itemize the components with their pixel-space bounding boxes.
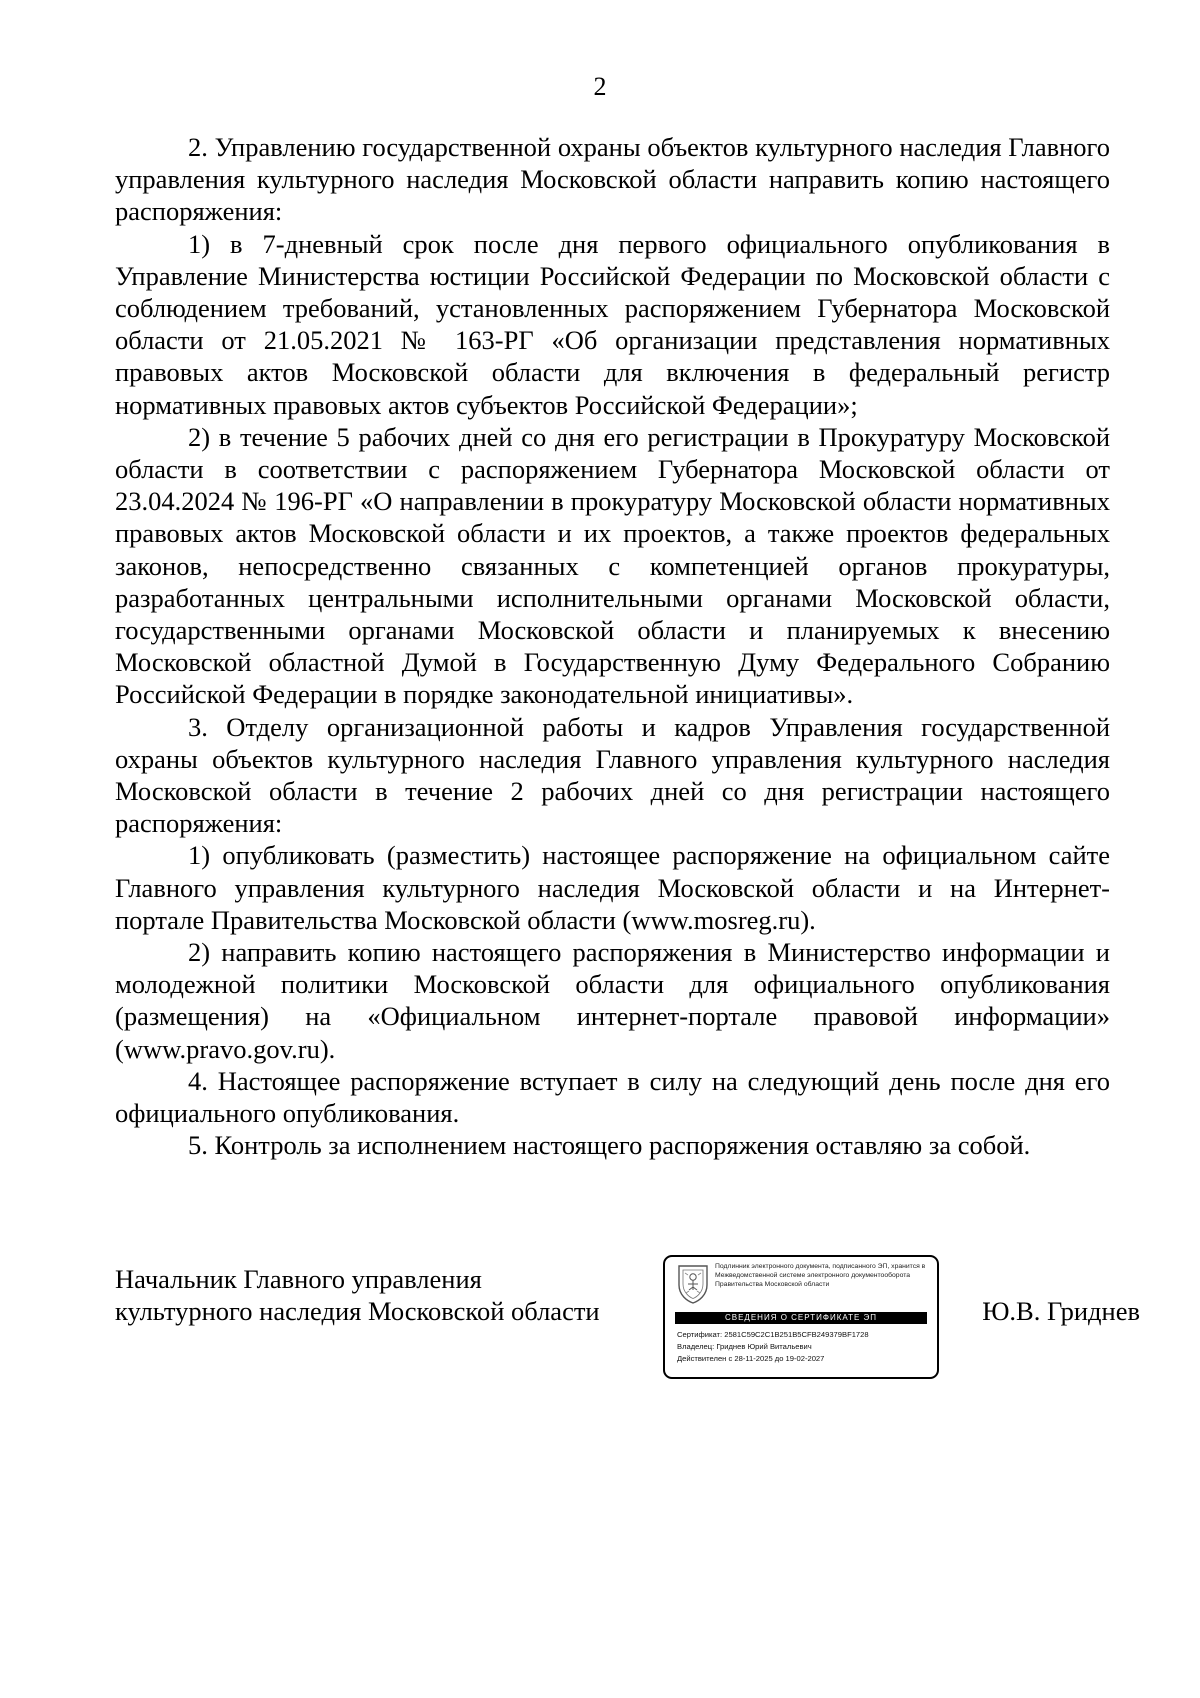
stamp-note: Подлинник электронного документа, подписанного ЭП, хранится в Межведомственной системе электронного документооборота Правительства Московской области [715, 1263, 926, 1288]
paragraph-5: 5. Контроль за исполнением настоящего распоряжения оставляю за собой. [188, 1130, 1031, 1161]
document-body [115, 131, 1110, 1162]
stamp-validity: Действителен с 28-11-2025 до 19-02-2027 [677, 1354, 825, 1363]
stamp-certificate: Сертификат: 2581C59C2C1B251B5CFB249379BF1728 [677, 1330, 869, 1339]
paragraph-2-2: 2) в течение 5 рабочих дней со дня его регистрации в Прокуратуру Московской области в соответствии с распоряжением Губернатора Московской области от 23.04.2024 № 196-РГ «О направлении в прокуратуру Московской области нормативных правовых актов Московской области и их проектов, а также проектов федеральных законов, непосредственно связанных с компетенцией органов прокуратуры, разработанных центральными исполнительными органами Московской области, государственными органами Московской области и планируемых к внесению Московской областной Думой в Государственную Думу Федерального Собранию Российской Федерации в порядке законодательной инициативы». [115, 421, 1110, 710]
coat-of-arms-icon [675, 1263, 711, 1305]
paragraph-3: 3. Отделу организационной работы и кадров Управления государственной охраны объектов культурного наследия Главного управления культурного наследия Московской области в течение 2 рабочих дней со дня регистрации настоящего распоряжения: [115, 711, 1110, 839]
page-number: 2 [593, 72, 607, 101]
electronic-signature-stamp [663, 1255, 939, 1379]
signer-position-line-1: Начальник Главного управления [115, 1264, 482, 1294]
signer-name: Ю.В. Гриднев [982, 1296, 1140, 1326]
paragraph-2-1: 1) в 7-дневный срок после дня первого официального опубликования в Управление Министерства юстиции Российской Федерации по Московской области с соблюдением требований, установленных распоряжением Губернатора Московской области от 21.05.2021 № 163-РГ «Об организации представления нормативных правовых актов Московской области для включения в федеральный регистр нормативных правовых актов субъектов Российской Федерации»; [115, 228, 1110, 420]
signer-position [115, 1263, 600, 1327]
stamp-header: СВЕДЕНИЯ О СЕРТИФИКАТЕ ЭП [675, 1312, 927, 1324]
signature-block [115, 1263, 1140, 1383]
paragraph-2: 2. Управлению государственной охраны объектов культурного наследия Главного управления культурного наследия Московской области направить копию настоящего распоряжения: [115, 132, 1110, 227]
paragraph-3-2: 2) направить копию настоящего распоряжения в Министерство информации и молодежной политики Московской области для официального опубликования (размещения) на «Официальном интернет-портале правовой информации» (www.pravo.gov.ru). [115, 937, 1110, 1064]
signer-position-line-2: культурного наследия Московской области [115, 1296, 600, 1327]
stamp-owner: Владелец: Гриднев Юрий Витальевич [677, 1342, 812, 1351]
paragraph-3-1: 1) опубликовать (разместить) настоящее распоряжение на официальном сайте Главного управления культурного наследия Московской области и на Интернет-портале Правительства Московской области (www.mosreg.ru). [115, 840, 1110, 935]
paragraph-4: 4. Настоящее распоряжение вступает в силу на следующий день после дня его официального опубликования. [115, 1065, 1110, 1129]
